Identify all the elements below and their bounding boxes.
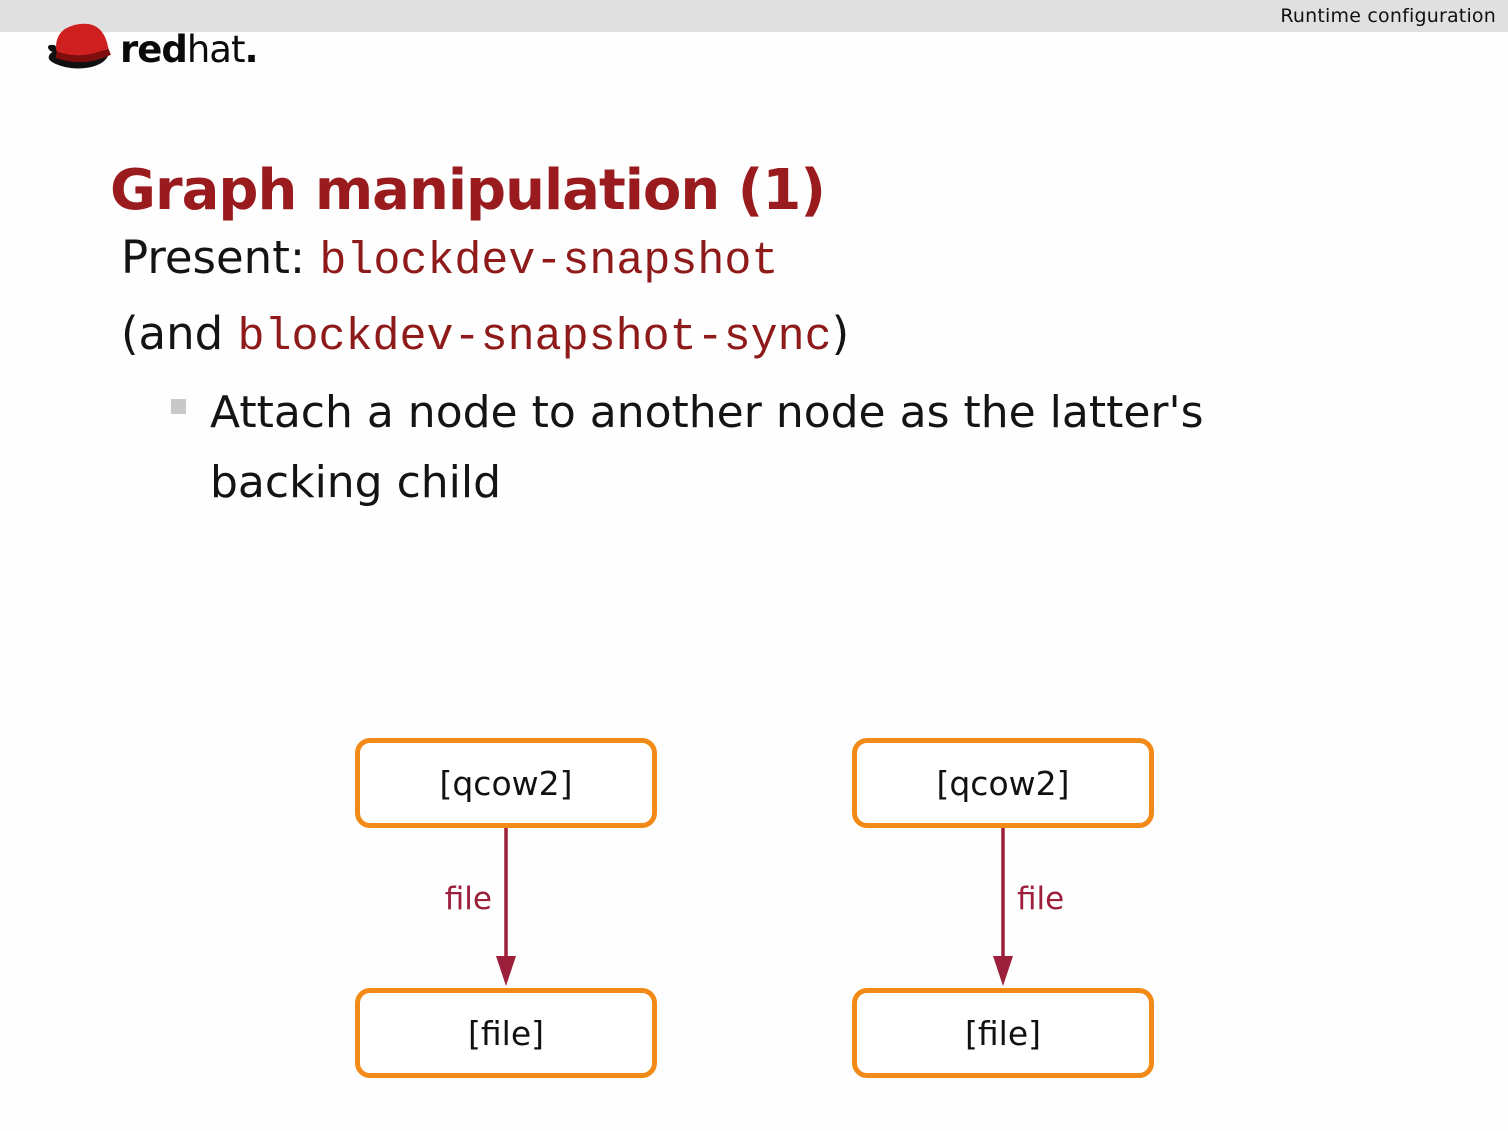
edge-file-left	[355, 828, 657, 988]
bullet-item	[171, 378, 1204, 518]
edge-label: file	[1017, 881, 1065, 917]
edge-label: file	[444, 881, 492, 917]
bullet-text-line-2: backing child	[210, 457, 502, 508]
section-label: Runtime configuration	[1280, 5, 1496, 27]
intro-line-2	[121, 298, 849, 374]
graph-column-right	[852, 726, 1154, 1096]
bullet-square-icon	[171, 399, 186, 414]
down-arrow-icon	[852, 828, 1154, 988]
wordmark-hat: hat	[186, 28, 245, 71]
slide-title: Graph manipulation (1)	[110, 157, 825, 223]
node-qcow2: [qcow2]	[852, 738, 1154, 828]
intro-paragraph	[121, 222, 849, 374]
wordmark-dot: .	[244, 28, 258, 71]
node-qcow2: [qcow2]	[355, 738, 657, 828]
graph-column-left	[355, 726, 657, 1096]
node-file: [file]	[852, 988, 1154, 1078]
intro-line2-suffix: )	[831, 307, 850, 360]
redhat-wordmark	[120, 28, 258, 72]
command-blockdev-snapshot: blockdev-snapshot	[319, 236, 779, 287]
redhat-logo	[46, 10, 258, 72]
down-arrow-icon	[355, 828, 657, 988]
edge-file-right	[852, 828, 1154, 988]
redhat-hat-icon	[46, 12, 116, 72]
node-file: [file]	[355, 988, 657, 1078]
bullet-text-line-1: Attach a node to another node as the latter's	[210, 387, 1204, 438]
command-blockdev-snapshot-sync: blockdev-snapshot-sync	[237, 312, 832, 363]
block-graph-diagram	[0, 726, 1508, 1106]
intro-line2-prefix: (and	[121, 307, 238, 360]
bullet-text	[210, 378, 1204, 518]
intro-line1-text: Present:	[121, 231, 320, 284]
wordmark-red: red	[120, 28, 187, 71]
intro-line-1	[121, 222, 849, 298]
